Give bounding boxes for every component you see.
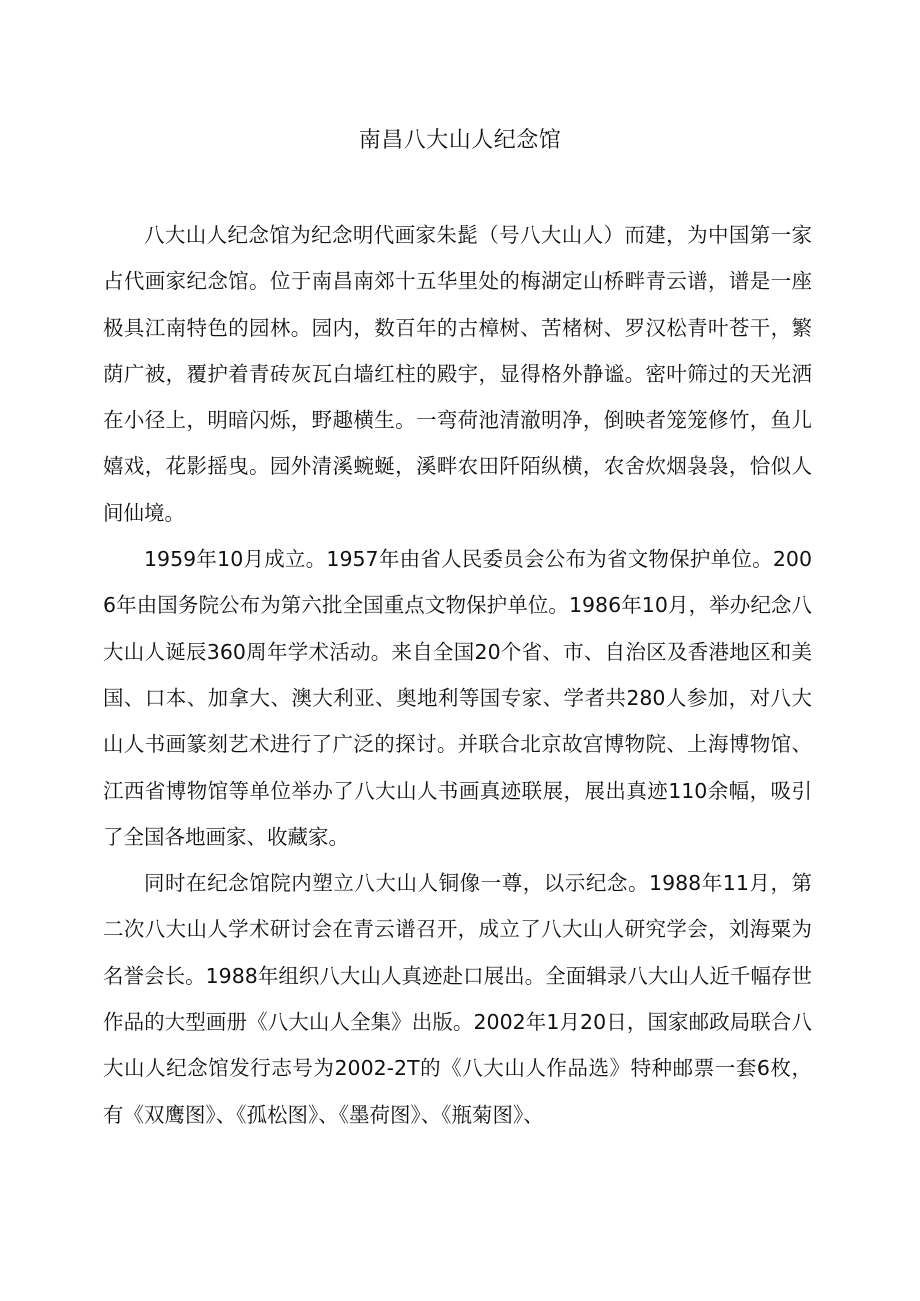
paragraph-history: 1959年10月成立。1957年由省人民委员会公布为省文物保护单位。2006年由国务院公布为第六批全国重点文物保护单位。1986年10月，举办纪念八大山人诞辰360周年学术活动。来自全国20个省、市、自治区及香港地区和美国、口本、加拿大、澳大利亚、奥地利等国专家、学者共280人参加，对八大山人书画篆刻艺术进行了广泛的探讨。并联合北京故宫博物院、上海博物馆、江西省博物馆等单位举办了八大山人书画真迹联展，展出真迹110余幅，吸引了全国各地画家、收藏家。: [103, 547, 812, 849]
document-title: 南昌八大山人纪念馆: [358, 128, 562, 153]
document-body: [103, 212, 812, 1138]
paragraph-intro: 八大山人纪念馆为纪念明代画家朱髭（号八大山人）而建，为中国第一家占代画家纪念馆。位于南昌南郊十五华里处的梅湖定山桥畔青云谱，谱是一座极具江南特色的园林。园内，数百年的古樟树、苦楮树、罗汉松青叶苍干，繁荫广被，覆护着青砖灰瓦白墙红柱的殿宇，显得格外静谧。密叶筛过的天光洒在小径上，明暗闪烁，野趣横生。一弯荷池清澈明净，倒映者笼笼修竹，鱼儿嬉戏，花影摇曳。园外清溪蜿蜒，溪畔农田阡陌纵横，农舍炊烟袅袅，恰似人间仙境。: [103, 223, 812, 525]
paragraph-commemoration: 同时在纪念馆院内塑立八大山人铜像一尊，以示纪念。1988年11月，第二次八大山人学术研讨会在青云谱召开，成立了八大山人研究学会，刘海粟为名誉会长。1988年组织八大山人真迹赴口展出。全面辑录八大山人近千幅存世作品的大型画册《八大山人全集》出版。2002年1月20日，国家邮政局联合八大山人纪念馆发行志号为2002-2T的《八大山人作品选》特种邮票一套6枚，有《双鹰图》、《孤松图》、《墨荷图》、《瓶菊图》、: [103, 871, 812, 1127]
